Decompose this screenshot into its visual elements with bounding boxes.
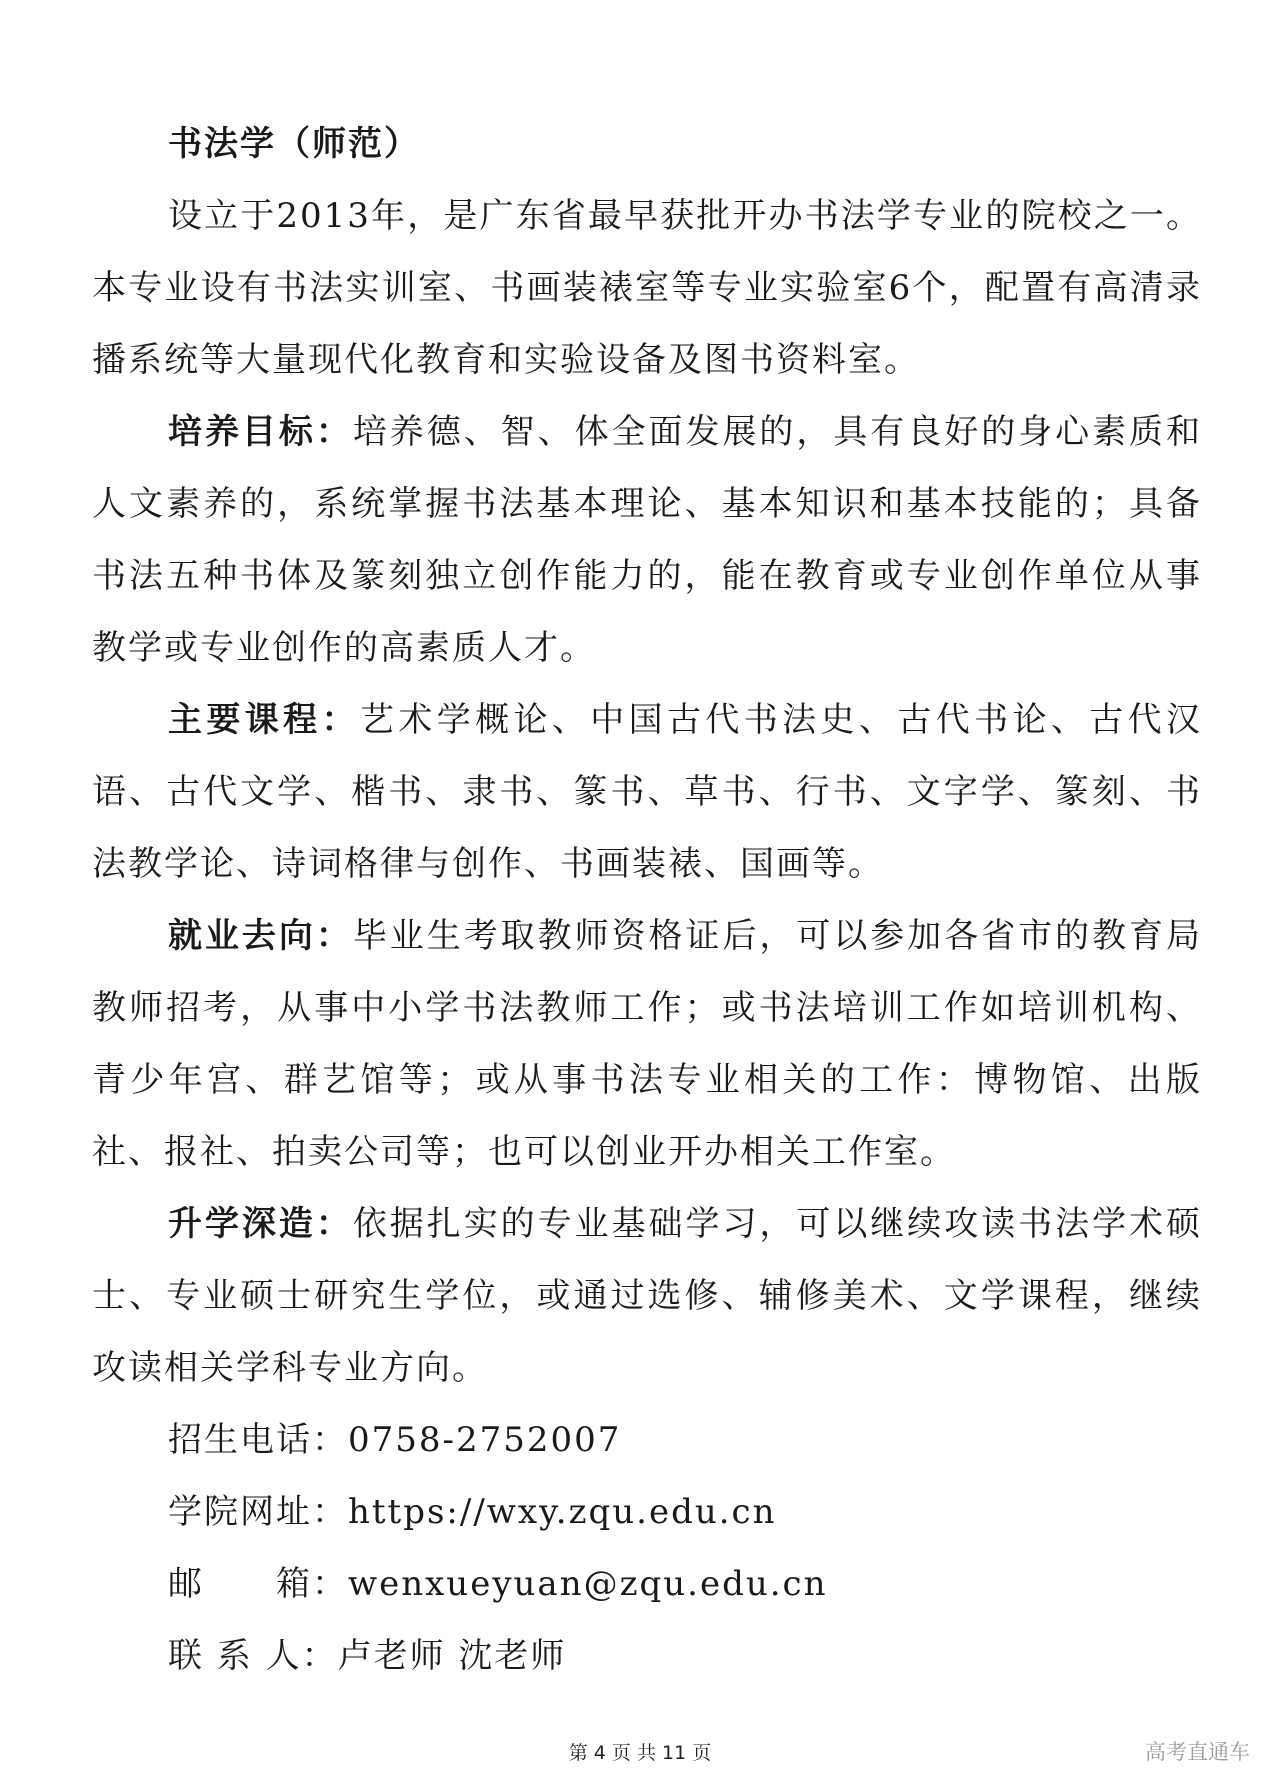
contact-label: 招生电话： — [168, 1420, 348, 1460]
contact-value: https://wxy.zqu.edu.cn — [348, 1492, 777, 1532]
section-career — [92, 900, 1202, 1188]
contact-label: 联 系 人： — [168, 1636, 338, 1676]
section-text: 依据扎实的专业基础学习，可以继续攻读书法学术硕士、专业硕士研究生学位，或通过选修、辅修美术、文学课程，继续攻读相关学科专业方向。 — [92, 1204, 1203, 1388]
section-further-study — [92, 1188, 1202, 1404]
section-text: 艺术学概论、中国古代书法史、古代书论、古代汉语、古代文学、楷书、隶书、篆书、草书、行书、文字学、篆刻、书法教学论、诗词格律与创作、书画装裱、国画等。 — [92, 700, 1203, 884]
contact-person — [92, 1620, 1202, 1692]
section-label: 主要课程： — [168, 700, 360, 740]
contact-website — [92, 1476, 1202, 1548]
section-label: 升学深造： — [168, 1204, 353, 1244]
contact-block — [92, 1404, 1202, 1692]
page-number: 第 4 页 共 11 页 — [568, 1742, 712, 1764]
contact-value: 卢老师 沈老师 — [337, 1636, 567, 1676]
section-label: 培养目标： — [168, 412, 353, 452]
contact-phone — [92, 1404, 1202, 1476]
contact-value: 0758-2752007 — [348, 1420, 622, 1460]
watermark: 高考直通车 — [1145, 1740, 1250, 1764]
section-main-courses — [92, 684, 1202, 900]
section-label: 就业去向： — [168, 916, 353, 956]
program-title: 书法学（师范） — [168, 124, 420, 164]
section-text: 培养德、智、体全面发展的，具有良好的身心素质和人文素养的，系统掌握书法基本理论、基本知识和基本技能的；具备书法五种书体及篆刻独立创作能力的，能在教育或专业创作单位从事教学或专业创作的高素质人才。 — [92, 412, 1203, 668]
contact-email — [92, 1548, 1202, 1620]
section-training-goals — [92, 396, 1202, 684]
contact-label: 邮 箱： — [168, 1564, 348, 1604]
contact-value: wenxueyuan@zqu.edu.cn — [348, 1564, 828, 1604]
document-body — [92, 108, 1202, 1692]
section-text: 毕业生考取教师资格证后，可以参加各省市的教育局教师招考，从事中小学书法教师工作；或书法培训工作如培训机构、青少年宫、群艺馆等；或从事书法专业相关的工作：博物馆、出版社、报社、拍卖公司等；也可以创业开办相关工作室。 — [92, 916, 1203, 1172]
intro-paragraph: 设立于2013年，是广东省最早获批开办书法学专业的院校之一。本专业设有书法实训室、书画装裱室等专业实验室6个，配置有高清录播系统等大量现代化教育和实验设备及图书资料室。 — [92, 196, 1202, 380]
contact-label: 学院网址： — [168, 1492, 348, 1532]
